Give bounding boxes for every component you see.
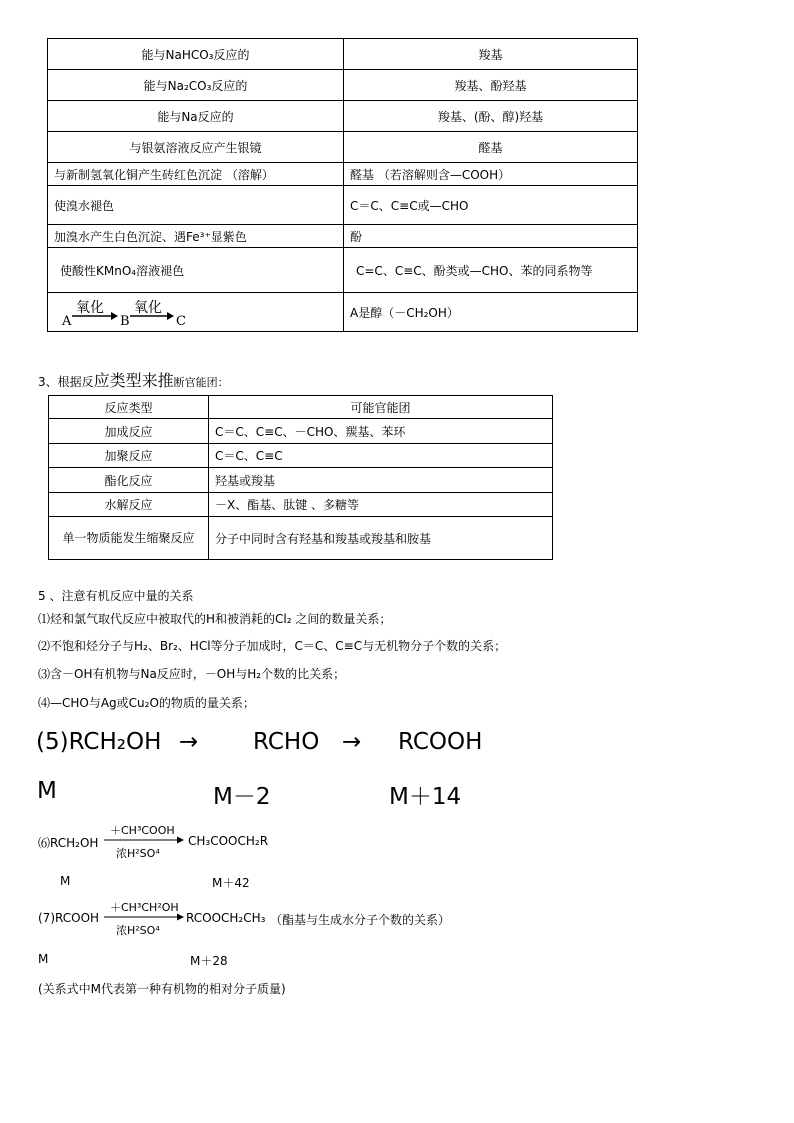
right-arrow-icon: →	[342, 729, 362, 755]
type-cell: 加聚反应	[49, 444, 209, 468]
groups-cell: 羟基或羧基	[209, 468, 553, 493]
condition-cell: 使溴水褪色	[48, 186, 344, 225]
table-row	[49, 419, 553, 444]
mass-m3: M＋14	[389, 784, 462, 810]
heading-suffix: 断官能团：	[173, 376, 229, 389]
right-arrow-icon	[72, 311, 118, 321]
chain-a: A	[62, 314, 72, 329]
arrow-label: 氧化	[134, 300, 162, 316]
mass-m1: M	[37, 778, 57, 804]
table-row	[49, 517, 553, 560]
table-row	[48, 293, 638, 332]
right-arrow-icon	[130, 311, 174, 321]
table-row	[48, 248, 638, 293]
list-item: ⑶含－OH有机物与Na反应时，－OH与H₂个数的比关系；	[38, 667, 346, 681]
groups-cell: 醛基	[344, 132, 638, 163]
type-cell: 单一物质能发生缩聚反应	[49, 517, 209, 560]
item7-product: RCOOCH₂CH₃	[186, 911, 266, 925]
item6-mass-m1: M	[60, 874, 71, 888]
heading-big: 应类型来推	[93, 371, 174, 390]
item7-reactant: (7)RCOOH	[38, 911, 100, 925]
table-row	[48, 39, 638, 70]
mass-m2: M－2	[213, 784, 271, 810]
item6-reactant: ⑹RCH₂OH	[38, 836, 99, 850]
groups-cell: C＝C、C≡C	[209, 444, 553, 468]
condition-cell: 能与NaHCO₃反应的	[48, 39, 344, 70]
table-row	[48, 163, 638, 186]
item6-product: CH₃COOCH₂R	[188, 834, 269, 848]
table-row	[48, 132, 638, 163]
functional-group-properties-table	[47, 38, 638, 332]
section3-heading	[38, 368, 229, 391]
groups-cell: C＝C、C≡C或—CHO	[344, 186, 638, 225]
table-header-row	[49, 396, 553, 419]
header-type: 反应类型	[49, 396, 209, 419]
groups-cell: 羧基	[344, 39, 638, 70]
item7-reagent-below: 浓H²SO⁴	[116, 924, 160, 937]
table-row	[48, 70, 638, 101]
condition-cell: 能与Na反应的	[48, 101, 344, 132]
header-groups: 可能官能团	[209, 396, 553, 419]
footnote: (关系式中M代表第一种有机物的相对分子质量)	[38, 982, 286, 996]
arrow-label: 氧化	[76, 300, 104, 316]
groups-cell: C=C、C≡C、酚类或—CHO、苯的同系物等	[344, 248, 638, 293]
item6-reagent-above: ＋CH³COOH	[110, 824, 175, 837]
item6-mass-m2: M＋42	[212, 876, 250, 890]
type-cell: 水解反应	[49, 493, 209, 517]
item6-reagent-below: 浓H²SO⁴	[116, 847, 160, 860]
condition-cell: 能与Na₂CO₃反应的	[48, 70, 344, 101]
type-cell: 酯化反应	[49, 468, 209, 493]
reaction-type-table	[48, 395, 553, 560]
list-item: ⑴烃和氯气取代反应中被取代的H和被消耗的Cl₂ 之间的数量关系；	[38, 612, 392, 626]
condition-cell: 加溴水产生白色沉淀、遇Fe³⁺显紫色	[48, 225, 344, 248]
section5-heading: 5 、注意有机反应中量的关系	[38, 589, 194, 603]
big-formula-label: (5)RCH₂OH	[36, 729, 162, 755]
condition-cell: 与银氨溶液反应产生银镜	[48, 132, 344, 163]
oxidation-chain-cell	[48, 293, 344, 332]
right-arrow-icon	[104, 835, 184, 845]
groups-cell: 酚	[344, 225, 638, 248]
big-formula-mid: RCHO	[253, 729, 320, 755]
list-item: ⑵不饱和烃分子与H₂、Br₂、HCl等分子加成时，C＝C、C≡C与无机物分子个数的关系；	[38, 639, 507, 653]
right-arrow-icon	[104, 912, 184, 922]
right-arrow-icon: →	[179, 729, 199, 755]
condition-cell: 与新制氢氧化铜产生砖红色沉淀 （溶解）	[48, 163, 344, 186]
heading-prefix: 3、根据反	[38, 375, 94, 389]
item7-note: （酯基与生成水分子个数的关系）	[270, 913, 451, 927]
table-row	[48, 101, 638, 132]
item7-mass-m1: M	[38, 952, 49, 966]
item7-mass-m2: M＋28	[190, 954, 228, 968]
table-row	[48, 186, 638, 225]
table-row	[48, 225, 638, 248]
groups-cell: 分子中同时含有羟基和羧基或羧基和胺基	[209, 517, 553, 560]
groups-cell: 羧基、酚羟基	[344, 70, 638, 101]
table-row	[49, 493, 553, 517]
chain-b: B	[120, 314, 130, 329]
table-row	[49, 444, 553, 468]
condition-cell: 使酸性KMnO₄溶液褪色	[48, 248, 344, 293]
groups-cell: C＝C、C≡C、－CHO、羰基、苯环	[209, 419, 553, 444]
type-cell: 加成反应	[49, 419, 209, 444]
chain-c: C	[176, 314, 186, 329]
groups-cell: 醛基 （若溶解则含—COOH）	[344, 163, 638, 186]
list-item: ⑷—CHO与Ag或Cu₂O的物质的量关系；	[38, 696, 255, 710]
groups-cell: A是醇（－CH₂OH）	[344, 293, 638, 332]
big-formula-end: RCOOH	[398, 729, 483, 755]
groups-cell: 羧基、(酚、醇)羟基	[344, 101, 638, 132]
groups-cell: －X、酯基、肽键 、多糖等	[209, 493, 553, 517]
table-row	[49, 468, 553, 493]
item7-reagent-above: ＋CH³CH²OH	[110, 901, 179, 914]
